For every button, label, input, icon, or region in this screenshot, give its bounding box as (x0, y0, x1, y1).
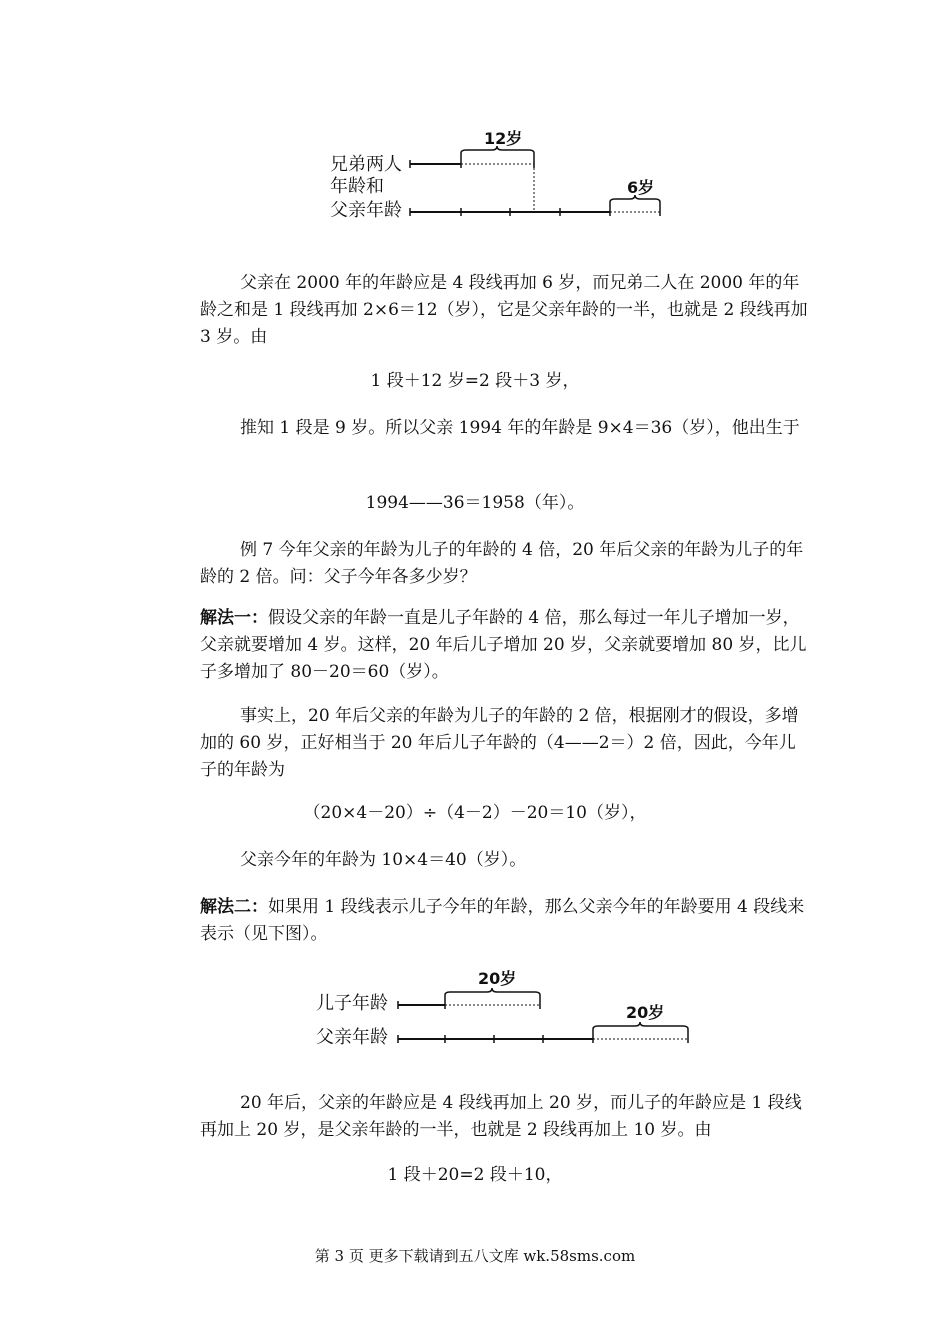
paragraph-3: 例 7 今年父亲的年龄为儿子的年龄的 4 倍，20 年后父亲的年龄为儿子的年龄的 2 倍。问：父子今年各多少岁？ (200, 540, 804, 587)
label-20-years-top: 20岁 (478, 969, 517, 988)
brace-20-top (445, 988, 540, 1001)
solution-1-text: 假设父亲的年龄一直是儿子年龄的 4 倍，那么每过一年儿子增加一岁，父亲就要增加 4 岁。这样，20 年后儿子增加 20 岁，父亲就要增加 80 岁，比儿子多增加了 80－20＝60（岁）。 (200, 608, 807, 682)
paragraph-1: 父亲在 2000 年的年龄应是 4 段线再加 6 岁，而兄弟二人在 2000 年的年龄之和是 1 段线再加 2×6＝12（岁），它是父亲年龄的一半，也就是 2 段线再加 3 岁。由 (200, 273, 808, 347)
solution-2-text: 如果用 1 段线表示儿子今年的年龄，那么父亲今年的年龄要用 4 段线来表示（见下图）。 (200, 897, 805, 944)
solution-1 (200, 605, 810, 686)
paragraph-5: 父亲今年的年龄为 10×4＝40（岁）。 (240, 850, 527, 870)
label-12-years: 12岁 (484, 129, 523, 148)
equation-2: 1994——36＝1958（年）。 (365, 493, 585, 513)
brace-20-right (593, 1022, 688, 1035)
segment-diagram-2 (310, 962, 710, 1052)
paragraph-2: 推知 1 段是 9 岁。所以父亲 1994 年的年龄是 9×4＝36（岁），他出生于 (240, 418, 800, 438)
label-6-years: 6岁 (627, 178, 655, 197)
label-20-years-right: 20岁 (626, 1003, 665, 1022)
segment-diagram-1 (320, 120, 680, 230)
paragraph-6: 20 年后，父亲的年龄应是 4 段线再加上 20 岁，而儿子的年龄应是 1 段线再加上 20 岁，是父亲年龄的一半，也就是 2 段线再加上 10 岁。由 (200, 1093, 802, 1140)
paragraph-4: 事实上，20 年后父亲的年龄为儿子的年龄的 2 倍，根据刚才的假设，多增加的 60 岁，正好相当于 20 年后儿子年龄的（4——2＝）2 倍，因此，今年儿子的年龄为 (200, 706, 799, 780)
equation-4: 1 段＋20=2 段＋10， (387, 1165, 563, 1185)
equation-1: 1 段＋12 岁=2 段＋3 岁， (370, 371, 580, 391)
solution-1-label: 解法一： (200, 608, 268, 628)
label-brothers-line2: 年龄和 (330, 176, 384, 197)
label-son-age: 儿子年龄 (316, 993, 388, 1014)
label-father-age: 父亲年龄 (330, 200, 402, 221)
label-father-age-2: 父亲年龄 (316, 1027, 388, 1048)
brace-12 (461, 146, 534, 160)
solution-2-label: 解法二： (200, 897, 268, 917)
solution-2 (200, 894, 810, 948)
equation-3: （20×4－20）÷（4－2）－20＝10（岁）， (303, 803, 647, 823)
label-brothers-line1: 兄弟两人 (330, 154, 402, 175)
page-footer: 第 3 页 更多下载请到五八文库 wk.58sms.com (314, 1247, 636, 1265)
